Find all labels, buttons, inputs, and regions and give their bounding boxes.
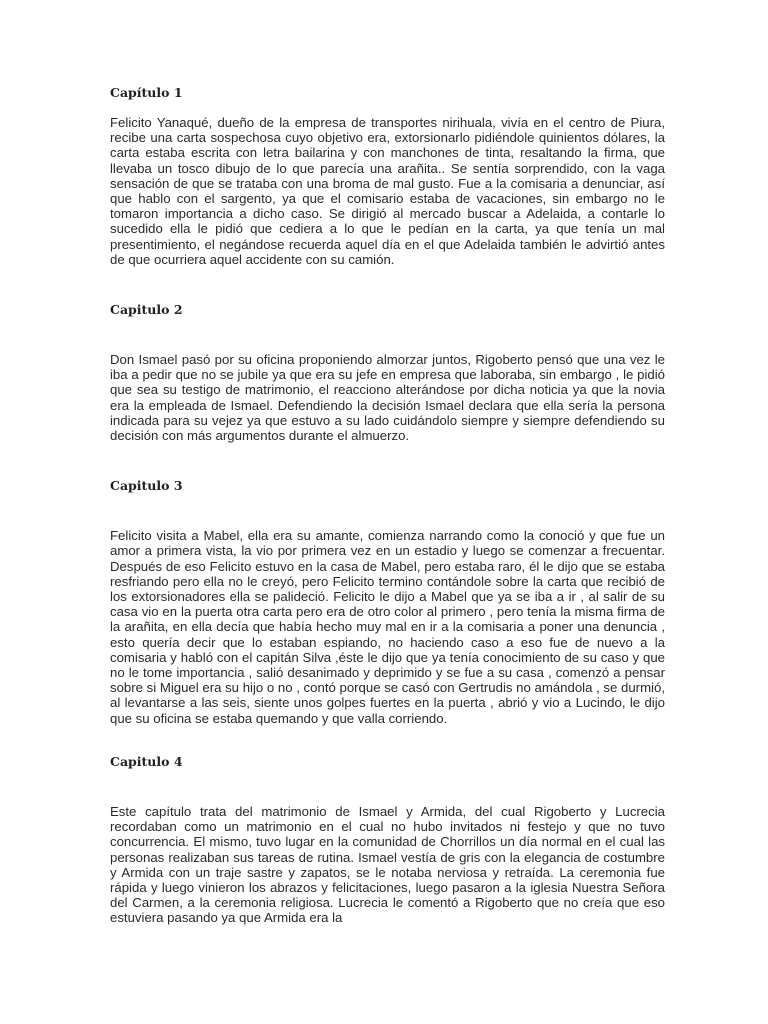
chapter-1-paragraph: Felicito Yanaqué, dueño de la empresa de transportes nirihuala, vivía en el centro de Piura, recibe una carta sospechosa cuyo objetivo era, extorsionarlo pidiéndole quinientos dólares, la carta estaba escrita con letra bailarina y con manchones de tinta, resaltando la firma, que llevaba un tosco dibujo de lo que parecía una arañita.. Se sentía sorprendido, con la vaga sensación de que se trataba con una broma de mal gusto. Fue a la comisaria a denunciar, así que hablo con el sargento, ya que el comisario estaba de vacaciones, sin embargo no le tomaron importancia a dicho caso. Se dirigió al mercado buscar a Adelaida, a contarle lo sucedido ella le pidió que cediera a lo que le pedían en la carta, ya que tenía un mal presentimiento, el negándose recuerda aquel día en el que Adelaida también le advirtió antes de que ocurriera aquel accidente con su camión. bbox=[110, 115, 665, 267]
chapter-2-paragraph: Don Ismael pasó por su oficina proponiendo almorzar juntos, Rigoberto pensó que una vez le iba a pedir que no se jubile ya que era su jefe en empresa que laboraba, sin embargo , le pidió que sea su testigo de matrimonio, el reacciono alterándose por dicha noticia ya que la novia era la empleada de Ismael. Defendiendo la decisión Ismael declara que ella sería la persona indicada para su vejez ya que estuvo a su lado cuidándolo siempre y siempre defendiendo su decisión con más argumentos durante el almuerzo. bbox=[110, 352, 665, 444]
chapter-3-heading: Capitulo 3 bbox=[110, 478, 183, 494]
chapter-4-paragraph: Este capítulo trata del matrimonio de Ismael y Armida, del cual Rigoberto y Lucrecia recordaban como un matrimonio en el cual no hubo invitados ni festejo y que no tuvo concurrencia. El mismo, tuvo lugar en la comunidad de Chorrillos un día normal en el cual las personas realizaban sus tareas de rutina. Ismael vestía de gris con la elegancia de costumbre y Armida con un traje sastre y zapatos, se le notaba nerviosa y retraída. La ceremonia fue rápida y luego vinieron los abrazos y felicitaciones, luego pasaron a la iglesia Nuestra Señora del Carmen, a la ceremonia religiosa. Lucrecia le comentó a Rigoberto que no creía que eso estuviera pasando ya que Armida era la bbox=[110, 803, 665, 926]
chapter-1-heading: Capítulo 1 bbox=[110, 85, 183, 100]
chapter-3-paragraph: Felicito visita a Mabel, ella era su amante, comienza narrando como la conoció y que fue un amor a primera vista, la vio por primera vez en un estadio y luego se comenzar a frecuentar. Después de eso Felicito estuvo en la casa de Mabel, pero estaba raro, él le dijo que se estaba resfriando pero ella no le creyó, pero Felicito termino contándole sobre la carta que recibió de los extorsionadores ella se palideció. Felicito le dijo a Mabel que ya se iba a ir , al salir de su casa vio en la puerta otra carta pero era de otro color al primero , pero tenía la misma firma de la arañita, en ella decía que había hecho muy mal en ir a la comisaria a poner una denuncia , esto quería decir que lo estaban espiando, no haciendo caso a eso fue de nuevo a la comisaria y habló con el capitán Silva ,éste le dijo que ya tenía conocimiento de su caso y que no le tome importancia , salió desanimado y deprimido y se fue a su casa , comenzó a pensar sobre si Miguel era su hijo o no , contó porque se casó con Gertrudis no amándola , se durmió, al levantarse a las seis, siente unos golpes fuertes en la puerta , abrió y vio a Lucindo, le dijo que su oficina se estaba quemando y que valla corriendo. bbox=[110, 528, 665, 726]
chapter-4-heading: Capitulo 4 bbox=[110, 753, 183, 769]
document-content bbox=[110, 84, 665, 926]
chapter-2-heading: Capitulo 2 bbox=[110, 302, 183, 318]
